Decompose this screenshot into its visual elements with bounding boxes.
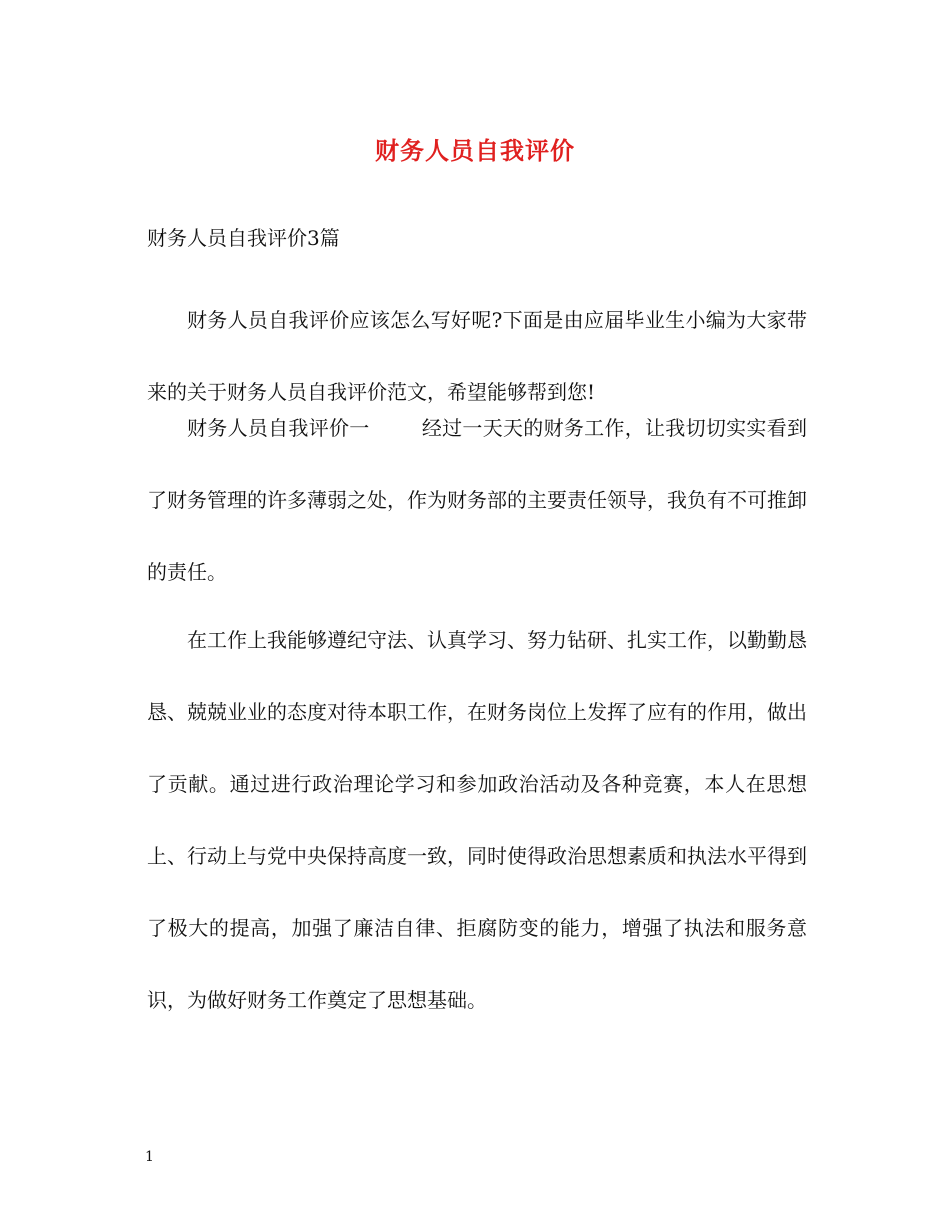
page-number: 1 [145,1149,154,1165]
paragraph-evaluation-one [147,392,807,608]
document-subtitle: 财务人员自我评价3篇 [147,226,340,250]
section-heading: 财务人员自我评价一 [187,416,370,440]
paragraph-work-performance-text: 在工作上我能够遵纪守法、认真学习、努力钻研、扎实工作，以勤勤恳恳、兢兢业业的态度对待本职工作，在财务岗位上发挥了应有的作用，做出了贡献。通过进行政治理论学习和参加政治活动及各种竞赛，本人在思想上、行动上与党中央保持高度一致，同时使得政治思想素质和执法水平得到了极大的提高，加强了廉洁自律、拒腐防变的能力，增强了执法和服务意识，为做好财务工作奠定了思想基础。 [147,628,807,1012]
document-title: 财务人员自我评价 [375,136,575,165]
paragraph-evaluation-one-text: 经过一天天的财务工作，让我切切实实看到了财务管理的许多薄弱之处，作为财务部的主要责任领导，我负有不可推卸的责任。 [147,416,808,584]
paragraph-work-performance [147,604,807,1036]
paragraph-intro-text: 财务人员自我评价应该怎么写好呢?下面是由应届毕业生小编为大家带来的关于财务人员自我评价范文，希望能够帮到您! [147,308,807,404]
